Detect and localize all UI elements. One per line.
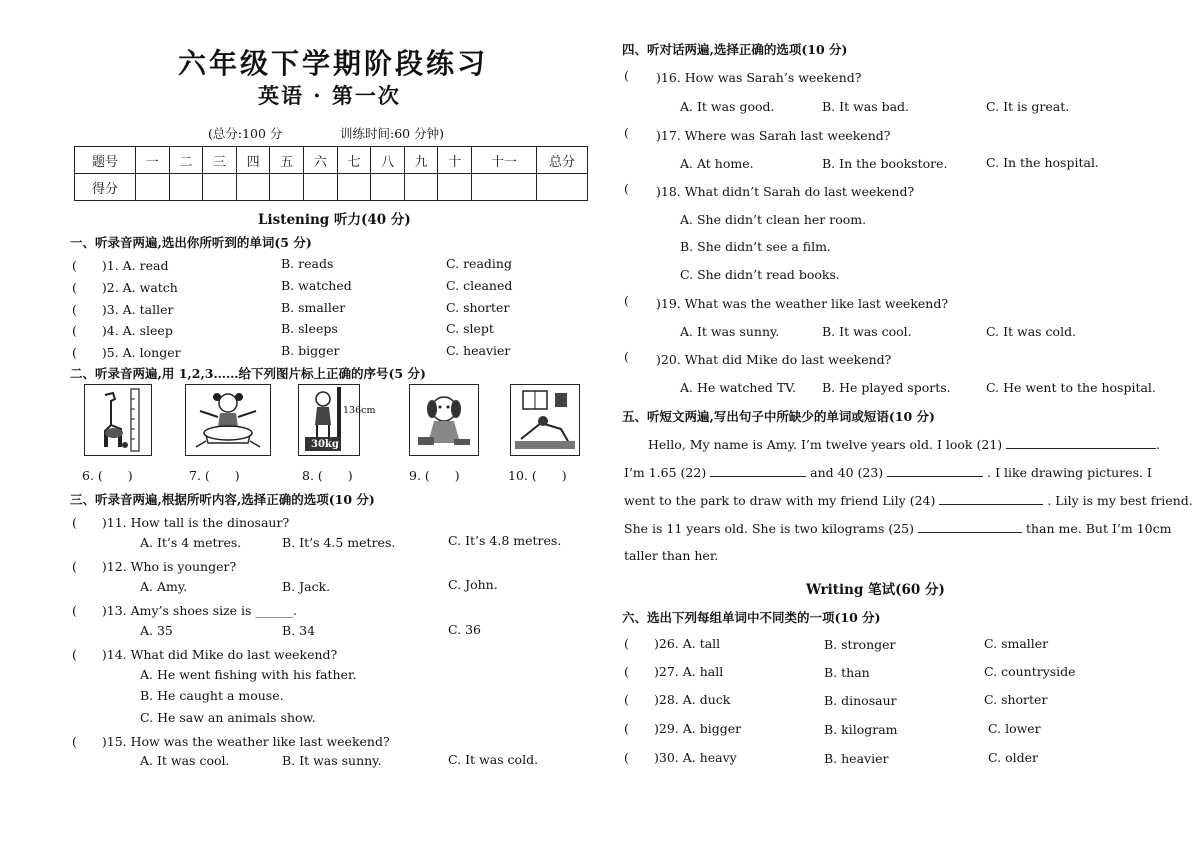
passage-text: .: [1156, 437, 1161, 452]
score-cell[interactable]: [438, 174, 472, 201]
q14-option-c: C. He saw an animals show.: [140, 710, 316, 725]
room-icon: [511, 385, 579, 455]
part1-q4-a: ( )4. A. sleep: [72, 323, 173, 338]
giraffe-icon: [85, 385, 151, 455]
writing-section-title: Writing 笔试(60 分): [806, 582, 945, 598]
question-18: )18. What didn’t Sarah do last weekend?: [656, 184, 915, 199]
part1-q5-b: B. bigger: [281, 343, 340, 358]
passage-line-4: [624, 520, 1171, 536]
part3-title: 三、听录音两遍,根据所听内容,选择正确的选项(10 分): [70, 492, 375, 507]
passage-line-1: [648, 436, 1160, 452]
passage-text: went to the park to draw with my friend Lily (24): [624, 493, 936, 508]
part1-title: 一、听录音两遍,选出你所听到的单词(5 分): [70, 235, 312, 250]
q30-option-c: C. older: [988, 750, 1038, 765]
q12-option-a: A. Amy.: [140, 579, 188, 594]
q19-paren: (: [624, 293, 629, 308]
q26-paren: (: [624, 636, 629, 651]
question-20: )20. What did Mike do last weekend?: [656, 352, 892, 367]
score-cell[interactable]: [169, 174, 203, 201]
q11-option-b: B. It’s 4.5 metres.: [282, 535, 396, 550]
part1-q4-b: B. sleeps: [281, 321, 338, 336]
page-subtitle: 英语 · 第一次: [258, 83, 401, 108]
score-header-cell: 总分: [537, 147, 588, 174]
passage-line-5: taller than her.: [624, 548, 719, 563]
q16-option-b: B. It was bad.: [822, 99, 910, 114]
blank-24[interactable]: [939, 492, 1043, 505]
q20-paren: (: [624, 349, 629, 364]
score-cell[interactable]: [203, 174, 237, 201]
q13-option-a: A. 35: [140, 623, 173, 638]
score-table-header-row: [75, 147, 588, 174]
blank-22[interactable]: [710, 464, 806, 477]
picture-girl-sleeping-room: [510, 384, 580, 456]
picture-dog-with-books: [409, 384, 479, 456]
score-header-cell: 二: [169, 147, 203, 174]
score-cell[interactable]: [337, 174, 371, 201]
q18-paren: (: [624, 181, 629, 196]
part6-title: 六、选出下列每组单词中不同类的一项(10 分): [622, 610, 881, 625]
score-header-cell: 八: [371, 147, 405, 174]
dog-icon: [410, 385, 478, 455]
question-19: )19. What was the weather like last weekend?: [656, 296, 949, 311]
q16-paren: (: [624, 68, 629, 83]
info-time: 训练时间:60 分钟): [340, 126, 444, 141]
q19-option-b: B. It was cool.: [822, 324, 912, 339]
q14-option-b: B. He caught a mouse.: [140, 688, 284, 703]
question-15: ( )15. How was the weather like last weekend?: [72, 734, 390, 749]
part1-q4-c: C. slept: [446, 321, 494, 336]
score-header-cell: 六: [304, 147, 338, 174]
q13-option-c: C. 36: [448, 622, 481, 637]
score-cell[interactable]: [472, 174, 537, 201]
score-cell[interactable]: [236, 174, 270, 201]
question-12: ( )12. Who is younger?: [72, 559, 237, 574]
score-header-cell: 七: [337, 147, 371, 174]
passage-text: I’m 1.65 (22): [624, 465, 707, 480]
question-14: ( )14. What did Mike do last weekend?: [72, 647, 338, 662]
picture-label-7: 7. ( ): [189, 468, 240, 483]
picture-boy-height-weight: [298, 384, 376, 456]
q27-paren: (: [624, 664, 629, 679]
q20-option-c: C. He went to the hospital.: [986, 380, 1156, 395]
part5-title: 五、听短文两遍,写出句子中所缺少的单词或短语(10 分): [622, 409, 935, 424]
picture-giraffe-growth-chart: [84, 384, 152, 456]
score-row-label: 得分: [75, 174, 136, 201]
q29-option-a: )29. A. bigger: [654, 721, 742, 736]
score-cell[interactable]: [537, 174, 588, 201]
q17-option-a: A. At home.: [680, 156, 754, 171]
q18-option-b: B. She didn’t see a film.: [680, 239, 831, 254]
score-header-cell: 十一: [472, 147, 537, 174]
picture-label-10: 10. ( ): [508, 468, 567, 483]
q30-option-a: )30. A. heavy: [654, 750, 737, 765]
picture-label-6: 6. ( ): [82, 468, 133, 483]
q15-option-c: C. It was cold.: [448, 752, 539, 767]
part1-q5-a: ( )5. A. longer: [72, 345, 181, 360]
q30-paren: (: [624, 750, 629, 765]
score-cell[interactable]: [136, 174, 170, 201]
q27-option-b: B. than: [824, 665, 870, 680]
score-table-score-row: [75, 174, 588, 201]
passage-text: than me. But I’m 10cm: [1025, 521, 1172, 536]
q17-paren: (: [624, 125, 629, 140]
weight-label: 30kg: [311, 439, 339, 450]
score-cell[interactable]: [404, 174, 438, 201]
picture-label-8: 8. ( ): [302, 468, 353, 483]
blank-25[interactable]: [918, 520, 1022, 533]
q27-option-a: )27. A. hall: [654, 664, 724, 679]
q17-option-b: B. In the bookstore.: [822, 156, 948, 171]
part1-q2-b: B. watched: [281, 278, 352, 293]
q20-option-b: B. He played sports.: [822, 380, 951, 395]
score-cell[interactable]: [371, 174, 405, 201]
part1-q2-a: ( )2. A. watch: [72, 280, 178, 295]
part1-q2-c: C. cleaned: [446, 278, 513, 293]
passage-line-3: [624, 492, 1193, 508]
listening-section-title: Listening 听力(40 分): [258, 212, 411, 228]
passage-text: . Lily is my best friend.: [1047, 493, 1193, 508]
q12-option-b: B. Jack.: [282, 579, 331, 594]
info-total-score: (总分:100 分: [208, 126, 283, 141]
blank-21[interactable]: [1006, 436, 1156, 449]
q11-option-a: A. It’s 4 metres.: [140, 535, 242, 550]
page-title: 六年级下学期阶段练习: [178, 47, 489, 80]
score-cell[interactable]: [304, 174, 338, 201]
q15-option-a: A. It was cool.: [140, 753, 230, 768]
passage-text: and 40 (23): [810, 465, 884, 480]
score-header-cell: 十: [438, 147, 472, 174]
score-table: [74, 146, 588, 201]
score-header-cell: 题号: [75, 147, 136, 174]
part1-q1-b: B. reads: [281, 256, 334, 271]
score-header-cell: 九: [404, 147, 438, 174]
girl-bathing-icon: [186, 385, 270, 455]
score-header-cell: 五: [270, 147, 304, 174]
q28-option-b: B. dinosaur: [824, 693, 897, 708]
height-label: 136cm: [343, 405, 376, 416]
q12-option-c: C. John.: [448, 577, 498, 592]
q30-option-b: B. heavier: [824, 751, 889, 766]
q18-option-c: C. She didn’t read books.: [680, 267, 840, 282]
q17-option-c: C. In the hospital.: [986, 155, 1099, 170]
score-header-cell: 四: [236, 147, 270, 174]
part1-q3-a: ( )3. A. taller: [72, 302, 174, 317]
q27-option-c: C. countryside: [984, 664, 1076, 679]
part1-q5-c: C. heavier: [446, 343, 511, 358]
q29-paren: (: [624, 721, 629, 736]
q11-option-c: C. It’s 4.8 metres.: [448, 533, 562, 548]
q28-option-a: )28. A. duck: [654, 692, 731, 707]
part1-q1-a: ( )1. A. read: [72, 258, 169, 273]
picture-girl-in-tub: [185, 384, 271, 456]
q28-paren: (: [624, 692, 629, 707]
q19-option-c: C. It was cold.: [986, 324, 1077, 339]
q13-option-b: B. 34: [282, 623, 316, 638]
part1-q3-b: B. smaller: [281, 300, 346, 315]
q29-option-c: C. lower: [988, 721, 1041, 736]
part4-title: 四、听对话两遍,选择正确的选项(10 分): [622, 42, 848, 57]
q14-option-a: A. He went fishing with his father.: [140, 667, 357, 682]
question-17: )17. Where was Sarah last weekend?: [656, 128, 891, 143]
q29-option-b: B. kilogram: [824, 722, 898, 737]
q26-option-c: C. smaller: [984, 636, 1049, 651]
question-16: )16. How was Sarah’s weekend?: [656, 70, 862, 85]
q20-option-a: A. He watched TV.: [680, 380, 796, 395]
part2-title: 二、听录音两遍,用 1,2,3……给下列图片标上正确的序号(5 分): [70, 366, 426, 381]
passage-text: Hello, My name is Amy. I’m twelve years old. I look (21): [648, 437, 1003, 452]
question-13: ( )13. Amy’s shoes size is ______.: [72, 603, 297, 618]
part1-q1-c: C. reading: [446, 256, 512, 271]
passage-text: She is 11 years old. She is two kilograms (25): [624, 521, 915, 536]
q18-option-a: A. She didn’t clean her room.: [680, 212, 867, 227]
q19-option-a: A. It was sunny.: [680, 324, 780, 339]
passage-line-2: [624, 464, 1152, 480]
q16-option-a: A. It was good.: [680, 99, 775, 114]
q28-option-c: C. shorter: [984, 692, 1048, 707]
q15-option-b: B. It was sunny.: [282, 753, 382, 768]
picture-label-9: 9. ( ): [409, 468, 460, 483]
q16-option-c: C. It is great.: [986, 99, 1070, 114]
score-header-cell: 一: [136, 147, 170, 174]
question-11: ( )11. How tall is the dinosaur?: [72, 515, 290, 530]
passage-text: . I like drawing pictures. I: [987, 465, 1152, 480]
q26-option-b: B. stronger: [824, 637, 896, 652]
q26-option-a: )26. A. tall: [654, 636, 721, 651]
part1-q3-c: C. shorter: [446, 300, 510, 315]
blank-23[interactable]: [887, 464, 983, 477]
score-header-cell: 三: [203, 147, 237, 174]
score-cell[interactable]: [270, 174, 304, 201]
